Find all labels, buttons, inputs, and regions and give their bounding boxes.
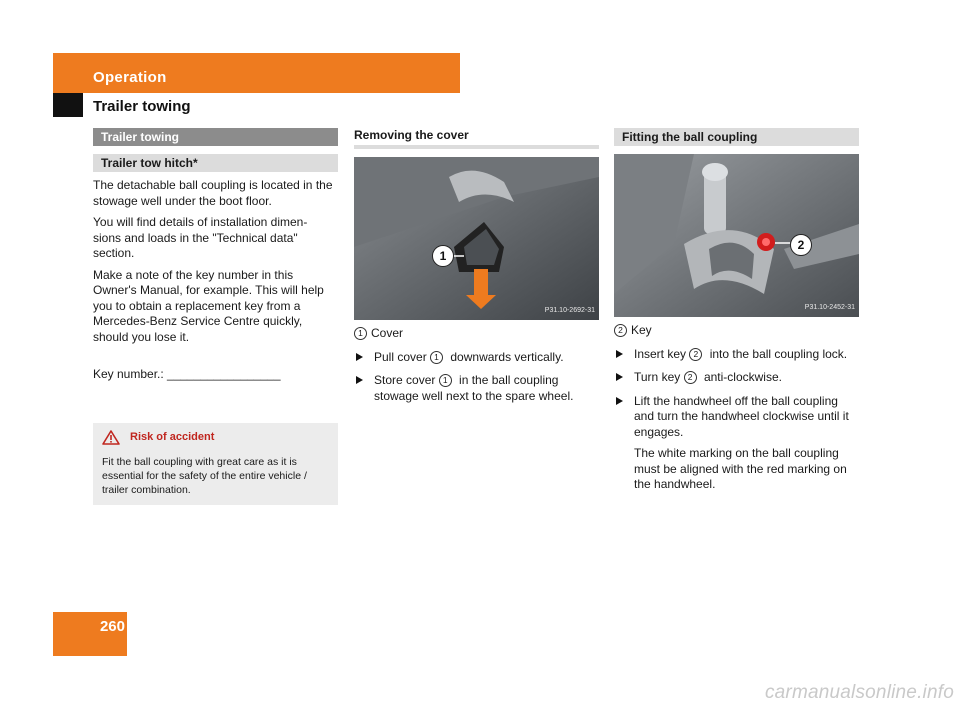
column-removing-cover bbox=[354, 128, 599, 404]
photo-code: P31.10-2452-31 bbox=[804, 303, 855, 311]
cover-photo-illustration bbox=[354, 157, 599, 320]
callout-1: 1 bbox=[432, 245, 454, 267]
legend-label: Key bbox=[631, 323, 652, 337]
header-marker bbox=[53, 93, 83, 117]
step-number: 2 bbox=[689, 348, 702, 361]
callout-2: 2 bbox=[790, 234, 812, 256]
section-heading: Fitting the ball coupling bbox=[614, 128, 859, 146]
legend-number: 2 bbox=[614, 324, 627, 337]
paragraph: The detachable ball coupling is located in the stowage well under the boot floor. bbox=[93, 178, 333, 208]
step: Turn key 2 anti-clockwise. bbox=[614, 370, 859, 386]
warning-triangle-icon bbox=[102, 430, 120, 445]
coupling-photo bbox=[614, 154, 859, 317]
page-title: Operation bbox=[93, 69, 167, 86]
page-subtitle: Trailer towing bbox=[93, 98, 191, 115]
note: The white marking on the ball coupling must be aligned with the red marking on the handwheel. bbox=[634, 446, 847, 491]
section-title: Trailer towing bbox=[93, 128, 338, 146]
step-number: 2 bbox=[684, 371, 697, 384]
page-number-box bbox=[53, 612, 127, 656]
cover-photo bbox=[354, 157, 599, 320]
coupling-photo-illustration bbox=[614, 154, 859, 317]
step: Store cover 1 in the ball coupling stowage well next to the spare wheel. bbox=[354, 373, 599, 404]
step: Pull cover 1 downwards vertically. bbox=[354, 350, 599, 366]
warning-text: Fit the ball coupling with great care as it is essential for the safety of the entire vehicle / trailer combination. bbox=[102, 455, 307, 496]
step-number: 1 bbox=[439, 374, 452, 387]
legend-number: 1 bbox=[354, 327, 367, 340]
photo-code: P31.10-2692-31 bbox=[544, 306, 595, 314]
key-number-line: Key number.: _________________ bbox=[93, 367, 281, 381]
warning-box bbox=[93, 423, 338, 505]
step: Lift the handwheel off the ball coupling and turn the handwheel clockwise until it engages. bbox=[614, 394, 859, 441]
watermark: carmanualsonline.info bbox=[764, 682, 954, 703]
subsection-title: Trailer tow hitch* bbox=[93, 154, 338, 172]
step-number: 1 bbox=[430, 351, 443, 364]
paragraph: Make a note of the key number in this Owner's Manual, for example. This will help you to obtain a replacement key from a Mercedes-Benz Service Centre quickly, should you lose it. bbox=[93, 267, 324, 344]
legend-label: Cover bbox=[371, 326, 404, 340]
column-fitting-coupling bbox=[614, 128, 859, 493]
paragraph: You will find details of installation dimen- sions and loads in the "Technical data" section. bbox=[93, 215, 308, 260]
step: Insert key 2 into the ball coupling lock. bbox=[614, 347, 859, 363]
warning-title: Risk of accident bbox=[130, 431, 215, 443]
section-heading: Removing the cover bbox=[354, 128, 599, 149]
legend bbox=[614, 323, 859, 339]
column-intro bbox=[93, 128, 338, 505]
legend bbox=[354, 326, 599, 342]
page-number: 260 bbox=[99, 618, 125, 635]
